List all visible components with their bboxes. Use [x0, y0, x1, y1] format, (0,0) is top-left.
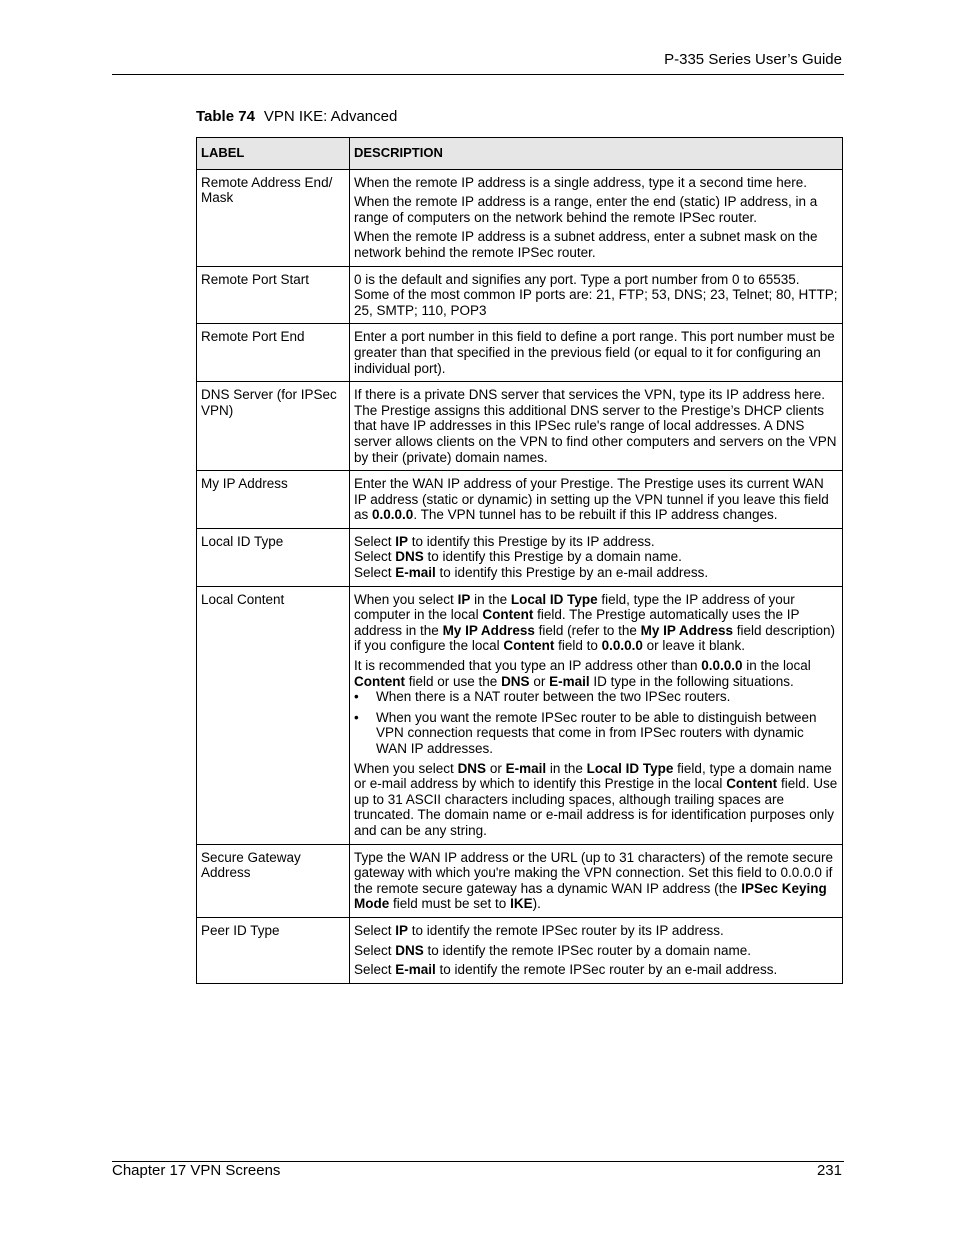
bold-term: Content: [354, 673, 405, 689]
description-line: [354, 549, 838, 565]
text-run: field must be set to: [389, 896, 511, 912]
row-label: Remote Port End: [197, 324, 350, 382]
row-description: [350, 844, 843, 917]
bold-term: DNS: [501, 673, 530, 689]
table-row: [197, 586, 843, 844]
text-run: field to: [554, 638, 602, 654]
vpn-ike-advanced-table: [196, 137, 843, 984]
row-description: [350, 917, 843, 983]
text-run: 0 is the default and signifies any port. Type a port number from 0 to 65535. Some of the most common IP ports are: 21, FTP; 53, DNS; 23, Telnet; 80, HTTP; 25, SMTP; 110, POP3: [354, 271, 838, 318]
table-row: [197, 471, 843, 529]
text-run: When the remote IP address is a range, enter the end (static) IP address, in a range of computers on the network behind the remote IPSec router.: [354, 194, 818, 225]
description-paragraph: [354, 387, 838, 465]
description-paragraph: [354, 943, 838, 959]
row-label: My IP Address: [197, 471, 350, 529]
text-run: Select: [354, 942, 396, 958]
row-label: Secure Gateway Address: [197, 844, 350, 917]
table-caption: [196, 108, 397, 126]
text-run: field. Use up to 31 ASCII characters including spaces, although trailing spaces are truncated. The domain name or e-mail address is for identification purposes only and can be any string.: [354, 776, 838, 838]
bold-term: IPSec Keying Mode: [354, 880, 827, 912]
bold-term: Content: [482, 607, 534, 623]
row-label: Local Content: [197, 586, 350, 844]
bold-term: Content: [503, 638, 555, 654]
text-run: in the local: [742, 658, 811, 674]
bold-term: DNS: [395, 942, 424, 958]
text-run: in the: [470, 591, 511, 607]
text-run: . The VPN tunnel has to be rebuilt if this IP address changes.: [413, 507, 778, 523]
description-paragraph: [354, 194, 838, 225]
description-paragraph: [354, 272, 838, 319]
bold-term: IP: [395, 533, 409, 549]
text-run: or leave it blank.: [642, 638, 745, 654]
header-rule: [112, 74, 844, 75]
description-paragraph: [354, 658, 838, 689]
description-paragraph: [354, 850, 838, 912]
text-run: ).: [532, 896, 541, 912]
text-run: When you select: [354, 760, 458, 776]
row-label: Remote Address End/ Mask: [197, 169, 350, 266]
row-description: [350, 586, 843, 844]
text-run: field. The Prestige automatically uses the IP address in the: [354, 607, 800, 638]
bold-term: E-mail: [505, 760, 547, 776]
row-description: [350, 266, 843, 324]
row-description: [350, 169, 843, 266]
bold-term: Local ID Type: [510, 591, 598, 607]
text-run: Select: [354, 922, 396, 938]
table-row: [197, 266, 843, 324]
bold-term: IP: [457, 591, 471, 607]
text-run: Select: [354, 962, 396, 978]
text-run: to identify this Prestige by a domain name.: [423, 549, 682, 565]
bold-term: E-mail: [395, 565, 436, 581]
text-run: or: [529, 673, 550, 689]
description-paragraph: [354, 962, 838, 978]
bold-term: Local ID Type: [586, 760, 674, 776]
bold-term: E-mail: [549, 673, 590, 689]
description-column-header: DESCRIPTION: [350, 138, 843, 170]
table-body: [197, 169, 843, 983]
text-run: ID type in the following situations.: [589, 673, 794, 689]
table-title: VPN IKE: Advanced: [263, 108, 398, 125]
text-run: Enter the WAN IP address of your Prestige. The Prestige uses its current WAN IP address (static or dynamic) in setting up the VPN tunnel if you leave this field as: [354, 476, 829, 523]
text-run: to identify the remote IPSec router by an e-mail address.: [435, 962, 778, 978]
text-run: When the remote IP address is a subnet address, enter a subnet mask on the network behind the remote IPSec router.: [354, 229, 818, 260]
table-row: [197, 382, 843, 471]
text-run: to identify this Prestige by its IP address.: [408, 533, 655, 549]
bold-term: My IP Address: [442, 622, 535, 638]
text-run: Select: [354, 549, 396, 565]
description-line: [354, 534, 838, 550]
bullet-list: [354, 689, 838, 756]
description-paragraph: [354, 592, 838, 654]
text-run: Enter a port number in this field to define a port range. This port number must be greater than that specified in the previous field (or equal to it for configuring an individual port).: [354, 329, 835, 376]
bold-term: My IP Address: [640, 622, 733, 638]
text-run: Type the WAN IP address or the URL (up to 31 characters) of the remote secure gateway with which you're making the VPN connection. Set this field to 0.0.0.0 if the remote secure gateway has a dynamic WAN IP address (the: [354, 849, 833, 896]
row-label: Peer ID Type: [197, 917, 350, 983]
bold-term: E-mail: [395, 962, 436, 978]
text-run: When you select: [354, 591, 458, 607]
text-run: to identify the remote IPSec router by a domain name.: [423, 942, 751, 958]
page-number: 231: [816, 1162, 842, 1179]
text-run: It is recommended that you type an IP address other than: [354, 658, 702, 674]
row-label: Remote Port Start: [197, 266, 350, 324]
text-run: in the: [546, 760, 587, 776]
row-description: [350, 382, 843, 471]
bold-term: DNS: [457, 760, 487, 776]
description-paragraph: [354, 175, 838, 191]
description-paragraph: [354, 329, 838, 376]
description-paragraph: [354, 229, 838, 260]
table-row: [197, 169, 843, 266]
running-header: P-335 Series User’s Guide: [664, 51, 842, 68]
row-label: Local ID Type: [197, 528, 350, 586]
row-description: [350, 324, 843, 382]
text-run: Select: [354, 533, 396, 549]
text-run: Select: [354, 565, 396, 581]
bold-term: IKE: [510, 896, 533, 912]
text-run: field (refer to the: [534, 622, 641, 638]
text-run: to identify this Prestige by an e-mail address.: [435, 565, 709, 581]
table-row: [197, 844, 843, 917]
description-line: [354, 565, 838, 581]
table-row: [197, 528, 843, 586]
description-paragraph: [354, 923, 838, 939]
table-row: [197, 324, 843, 382]
table-row: [197, 917, 843, 983]
row-label: DNS Server (for IPSec VPN): [197, 382, 350, 471]
text-run: field, type the IP address of your computer in the local: [354, 591, 795, 623]
bullet-item: • When there is a NAT router between the two IPSec routers.: [354, 689, 838, 705]
bold-term: 0.0.0.0: [372, 507, 414, 523]
description-paragraph: [354, 476, 838, 523]
footer-chapter: Chapter 17 VPN Screens: [112, 1162, 281, 1179]
row-description: [350, 471, 843, 529]
bold-term: IP: [395, 922, 409, 938]
text-run: When the remote IP address is a single address, type it a second time here.: [354, 174, 807, 190]
row-description: [350, 528, 843, 586]
bold-term: 0.0.0.0: [601, 638, 643, 654]
text-run: field description) if you configure the local: [354, 622, 836, 654]
text-run: field, type a domain name or e-mail address by which to identify this Prestige in the local: [354, 760, 832, 792]
bold-term: Content: [726, 776, 778, 792]
text-run: to identify the remote IPSec router by its IP address.: [408, 922, 724, 938]
text-run: If there is a private DNS server that services the VPN, type its IP address here. The Prestige assigns this additional DNS server to the Prestige’s DHCP clients that have IP addresses in this IPSec rule's range of local addresses. A DNS server allows clients on the VPN to find other computers and servers on the VPN by their (private) domain names.: [354, 387, 837, 465]
description-paragraph: [354, 761, 838, 839]
bold-term: DNS: [395, 549, 424, 565]
text-run: field or use the: [405, 673, 502, 689]
table-number: Table 74: [196, 108, 255, 125]
label-column-header: LABEL: [197, 138, 350, 170]
bullet-item: • When you want the remote IPSec router to be able to distinguish between VPN connection requests that come in from IPSec routers with dynamic WAN IP addresses.: [354, 710, 838, 757]
table-header-row: [197, 138, 843, 170]
text-run: or: [486, 760, 506, 776]
bold-term: 0.0.0.0: [701, 658, 743, 674]
